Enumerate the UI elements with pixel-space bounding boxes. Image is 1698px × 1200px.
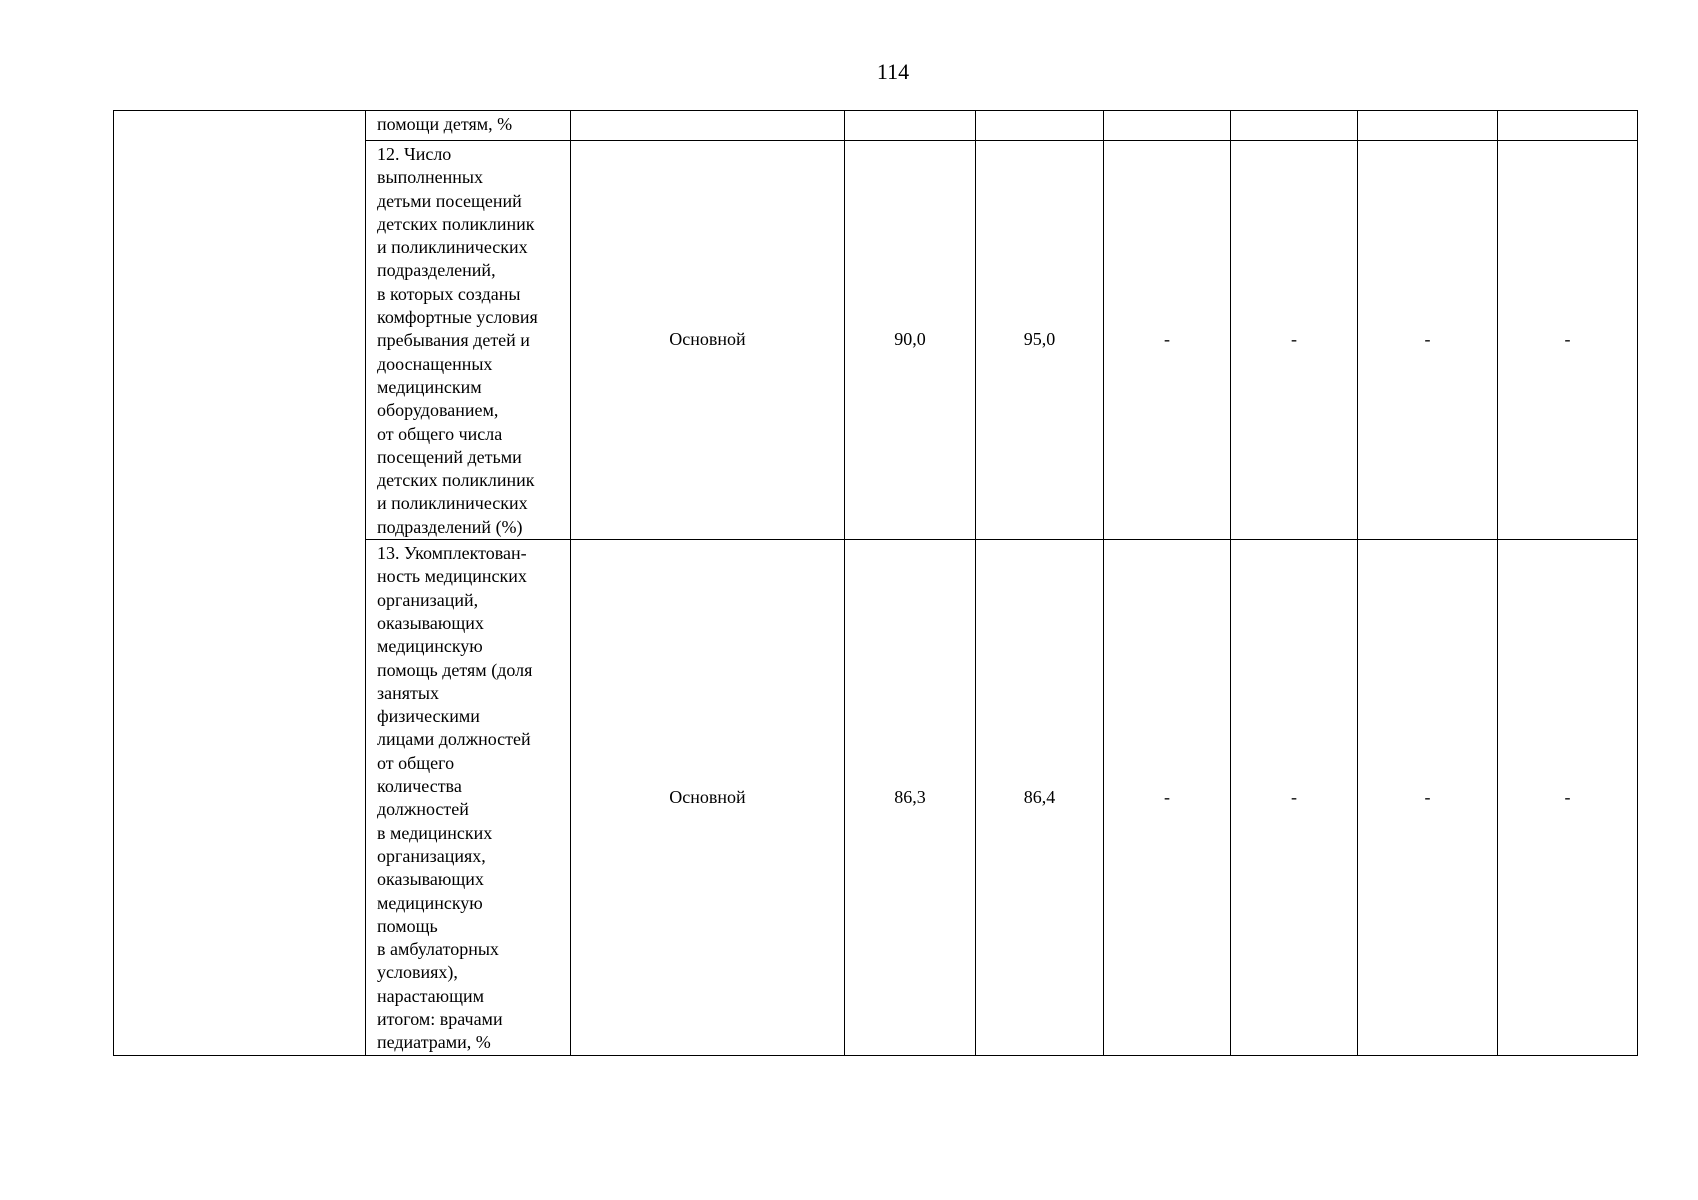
value-cell — [1358, 111, 1498, 141]
value-cell: - — [1231, 141, 1358, 540]
value-cell — [976, 111, 1104, 141]
type-cell — [571, 111, 845, 141]
value-cell: - — [1498, 540, 1638, 1056]
value-cell: - — [1231, 540, 1358, 1056]
value-cell: - — [1358, 540, 1498, 1056]
value-cell — [1231, 111, 1358, 141]
page-number: 114 — [876, 59, 910, 84]
table-row — [114, 111, 1638, 141]
value-cell: - — [1104, 141, 1231, 540]
value-cell — [1104, 111, 1231, 141]
indicator-cell: 12. Число выполненных детьми посещений детских поликлиник и поликлинических подразделений, в которых созданы комфортные условия пребывания детей и дооснащенных медицинским оборудованием, от общего числа посещений детьми детских поликлиник и поликлинических подразделений (%) — [366, 141, 571, 540]
value-cell — [1498, 111, 1638, 141]
indicator-cell: 13. Укомплектован- ность медицинских организаций, оказывающих медицинскую помощь детям (доля занятых физическими лицами должностей от общего количества должностей в медицинских организациях, оказывающих медицинскую помощь в амбулаторных условиях), нарастающим итогом: врачами педиатрами, % — [366, 540, 571, 1056]
value-cell: 86,3 — [845, 540, 976, 1056]
value-cell: - — [1498, 141, 1638, 540]
value-cell: 90,0 — [845, 141, 976, 540]
value-cell: - — [1104, 540, 1231, 1056]
type-cell: Основной — [571, 540, 845, 1056]
value-cell: 95,0 — [976, 141, 1104, 540]
indicators-table — [113, 110, 1638, 1056]
indicator-cell: помощи детям, % — [366, 111, 571, 141]
type-cell: Основной — [571, 141, 845, 540]
value-cell: 86,4 — [976, 540, 1104, 1056]
blank-cell — [114, 111, 366, 1056]
value-cell: - — [1358, 141, 1498, 540]
value-cell — [845, 111, 976, 141]
